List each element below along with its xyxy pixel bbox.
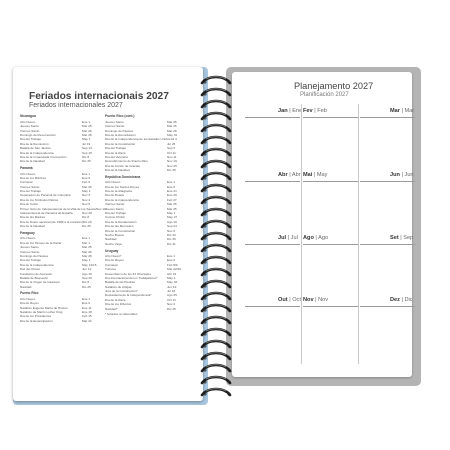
holiday-name: Día de Duarte <box>105 193 125 198</box>
holiday-name: Día de los Santos Reyes <box>105 184 140 189</box>
holiday-date: May 31 <box>167 132 178 137</box>
country-heading: Panamá <box>20 166 33 171</box>
month-separator: | <box>312 172 317 178</box>
planning-title: Planejamento 2027 <box>294 81 374 91</box>
month-label-out <box>278 297 301 303</box>
planning-subtitle: Planificación 2027 <box>300 92 349 98</box>
holiday-date: Mar 28 <box>167 128 177 133</box>
holiday-name: Noche Vieja <box>105 241 122 246</box>
holiday-name: Descubrimiento de Puerto Rico <box>105 159 148 164</box>
holiday-name: Año Nuevo <box>20 296 36 301</box>
holiday-date: Mar 22 <box>82 318 92 323</box>
month-es: Ene <box>292 108 303 114</box>
holiday-date: Dic 25 <box>82 224 91 229</box>
holiday-date: Mar 26 <box>82 249 92 254</box>
holiday-date: Dic 25 <box>167 306 176 311</box>
holiday-date: Ene 1 <box>167 253 176 258</box>
month-es: Oct <box>292 297 301 303</box>
holiday-date: Mar 26 <box>167 124 177 129</box>
holiday-date: Dic 25 <box>82 159 91 164</box>
holiday-name: Viernes Santo <box>105 202 125 207</box>
holiday-row <box>20 224 100 228</box>
holiday-date: Ene 6 <box>82 301 91 306</box>
holiday-date: Ene 6 <box>167 258 176 263</box>
column-divider <box>358 104 359 364</box>
holiday-date: Dic 31 <box>167 241 176 246</box>
holiday-date: Nov 3 <box>82 193 91 198</box>
holiday-name: Día de Duelo nacional (de 1989 a la Invasión) <box>20 219 83 224</box>
spiral-ring <box>202 233 231 240</box>
spiral-ring <box>202 77 231 84</box>
country-heading: República Dominicana <box>105 174 141 179</box>
holiday-date: Ene 21 <box>167 189 177 194</box>
month-pt: Fev <box>303 108 313 114</box>
spiral-ring <box>202 185 231 192</box>
country-heading: Nicarágua <box>20 114 36 119</box>
holiday-name: Domingo de Pascua <box>20 253 48 258</box>
holiday-name: Declaratoria de la Independencia* <box>105 293 152 298</box>
spiral-ring <box>202 377 231 384</box>
holiday-date: Dic 25 <box>167 237 176 242</box>
holiday-name: Jura de la Constitución* <box>105 289 138 294</box>
month-label-nov <box>303 297 328 303</box>
month-pt: Out <box>278 297 288 303</box>
month-label-fev <box>303 108 327 114</box>
spiral-ring <box>202 101 231 108</box>
month-underline <box>245 117 300 118</box>
month-separator: | <box>287 172 292 178</box>
holiday-name: Día de la Virgen de Caacupé <box>20 280 60 285</box>
holiday-date: Sep 29 <box>82 275 92 280</box>
holiday-name: Día de la Altagracia <box>105 189 132 194</box>
holiday-date: May 1 <box>167 211 176 216</box>
footnote: * feriados no laborables <box>105 312 138 317</box>
month-underline <box>245 244 300 245</box>
holiday-name: Año Nuevo <box>20 171 36 176</box>
holiday-date: Nov 11 <box>167 154 177 159</box>
holiday-name: Separación de Panamá de Colombia <box>20 193 71 198</box>
holiday-name: Día del Trabajo <box>105 146 126 151</box>
spiral-ring <box>202 293 231 300</box>
spiral-ring <box>202 317 231 324</box>
holiday-row <box>20 319 100 323</box>
holiday-date: Ene 1 <box>82 171 91 176</box>
spiral-ring <box>202 137 231 144</box>
holiday-date: Mar 26 <box>82 184 92 189</box>
spiral-ring <box>202 305 231 312</box>
holiday-name: Corpus Christi <box>105 215 125 220</box>
country-heading: Puerto Rico (cont.) <box>105 114 135 119</box>
holiday-date: May 1 <box>82 258 91 263</box>
holiday-name: Día del Trabajo <box>105 211 126 216</box>
holiday-name: Día de la Independencia <box>105 197 139 202</box>
holiday-date: May 14/15 <box>82 262 97 267</box>
holiday-date: Nov 5 <box>82 202 91 207</box>
holiday-name: Viernes Santo <box>20 128 40 133</box>
spiral-ring <box>202 149 231 156</box>
holiday-name: Día de las Mercedes <box>105 224 134 229</box>
holiday-name: Independencia de Panamá de España <box>20 211 73 216</box>
holiday-date: Ene 1 <box>167 180 176 185</box>
spiral-ring <box>202 197 231 204</box>
holidays-title: Feriados internacionais 2027 <box>29 91 169 102</box>
month-separator: | <box>399 172 405 178</box>
holiday-name: Natalicio Eugenio María de Hostos <box>20 305 68 310</box>
spiral-ring <box>202 161 231 168</box>
holiday-name: Batalla de Boquerón <box>20 275 49 280</box>
spiral-ring <box>202 353 231 360</box>
month-pt: Jun <box>390 172 400 178</box>
spiral-ring <box>202 89 231 96</box>
month-underline <box>303 306 358 307</box>
month-underline <box>360 244 415 245</box>
holiday-date: Ene 1 <box>82 236 91 241</box>
holiday-date: Jun 19 <box>167 284 177 289</box>
holiday-name: Natalicio de Martin Luther King <box>20 310 63 315</box>
holiday-name: Primer Grito de Independencia de la Villa de los Santos <box>20 206 96 211</box>
country-heading: Puerto Rico <box>20 291 39 296</box>
holiday-name: Jueves Santo <box>20 245 39 250</box>
holiday-date: Feb 15 <box>82 314 92 319</box>
holiday-date: Mar 1 <box>82 240 90 245</box>
holiday-date: Sep 24 <box>167 224 177 229</box>
holiday-date: Mar 25 <box>167 119 177 124</box>
holidays-column-right <box>105 112 185 316</box>
spiral-ring <box>202 341 231 348</box>
holidays-column-left <box>20 112 106 323</box>
holiday-name: Domingo de Pascua <box>105 128 133 133</box>
month-label-mai <box>303 172 327 178</box>
month-es: Mar <box>404 108 415 114</box>
holiday-date: May 18 <box>167 280 178 285</box>
holiday-date: Nov 2 <box>167 302 176 307</box>
holiday-name: Año Nuevo <box>20 236 36 241</box>
holiday-name: Día de la Constitución <box>105 228 136 233</box>
holiday-date: Mar 25 <box>82 124 92 129</box>
holiday-name: Paz del Chaco <box>20 267 41 272</box>
holiday-date: Nov 28 <box>82 211 92 216</box>
holiday-date: Dic 20 <box>82 219 92 224</box>
holiday-name: Fundación de Asunción <box>20 271 53 276</box>
holiday-name: Día del Trabajo <box>20 258 41 263</box>
holiday-row <box>105 307 185 311</box>
spiral-ring <box>202 173 231 180</box>
column-divider <box>301 104 302 364</box>
month-underline <box>360 117 415 118</box>
holiday-name: Día Internacional de los Trabajadores* <box>105 275 158 280</box>
holiday-name: Día de la Independencia de los Estados Unidos <box>105 137 171 142</box>
spiral-ring <box>202 245 231 252</box>
holiday-date: May 27 <box>167 215 178 220</box>
month-es: Dic <box>404 297 413 303</box>
holiday-name: Desembarco de los 33 Orientales <box>105 271 151 276</box>
month-separator: | <box>399 297 405 303</box>
holiday-name: Año Nuevo <box>20 119 36 124</box>
holiday-date: May 1 <box>167 275 176 280</box>
holiday-date: Sep 14 <box>82 146 92 151</box>
holiday-name: Día de la Independencia <box>20 262 54 267</box>
holiday-name: Día de Colón <box>20 202 39 207</box>
month-pt: Jul <box>278 235 287 241</box>
holiday-name: Viernes Santo <box>105 124 125 129</box>
month-label-jul <box>278 235 298 241</box>
holiday-name: Año Nuevo* <box>105 253 122 258</box>
holiday-date: Nov 6 <box>167 228 176 233</box>
holiday-name: Noche Buena <box>105 232 124 237</box>
month-pt: Mar <box>390 108 400 114</box>
country-heading: Uruguay <box>105 248 119 253</box>
spiral-ring <box>202 221 231 228</box>
holiday-name: Navidad* <box>105 306 118 311</box>
month-separator: | <box>313 235 319 241</box>
spiral-ring <box>202 329 231 336</box>
spiral-ring <box>202 281 231 288</box>
holiday-date: Mar 25 <box>167 206 177 211</box>
holiday-date: Jul 19 <box>82 141 91 146</box>
month-pt: Set <box>390 235 399 241</box>
holiday-row <box>20 285 100 289</box>
month-pt: Dez <box>390 297 400 303</box>
holiday-name: Día de la Raza <box>105 150 126 155</box>
month-underline <box>245 181 300 182</box>
holiday-date: Sep 15 <box>82 150 92 155</box>
month-es: Sep <box>403 235 414 241</box>
month-label-jun <box>390 172 414 178</box>
holiday-name: Día de la Navidad <box>105 168 130 173</box>
month-underline <box>360 181 415 182</box>
month-underline <box>360 306 415 307</box>
holiday-date: Jun 12 <box>82 267 92 272</box>
holiday-date: Ene 9 <box>82 175 91 180</box>
spiral-ring <box>202 113 231 120</box>
holiday-date: Mar 28 <box>82 253 92 258</box>
holiday-name: Jueves Santo <box>105 206 124 211</box>
holiday-row <box>105 168 185 172</box>
holiday-name: Carnaval <box>20 180 33 185</box>
month-label-ago <box>303 235 328 241</box>
holiday-name: Viernes Santo <box>20 184 40 189</box>
holiday-date: Jul 4 <box>170 137 177 142</box>
holiday-name: Día del Trabajo <box>20 189 41 194</box>
month-separator: | <box>398 235 404 241</box>
month-underline <box>303 181 358 182</box>
holiday-date: Dic 25 <box>167 168 176 173</box>
spiral-ring <box>202 257 231 264</box>
holiday-date: Ene 18 <box>82 310 92 315</box>
month-pt: Jan <box>278 108 288 114</box>
month-es: Nov <box>318 297 329 303</box>
holiday-name: Día de los Mártires <box>20 175 46 180</box>
holiday-name: Día del Veterano <box>105 154 129 159</box>
month-es: Jul <box>290 235 298 241</box>
holiday-date: Nov 25 <box>167 163 177 168</box>
holiday-name: Año Nuevo <box>105 180 121 185</box>
holiday-name: Día de la Recordación <box>105 132 136 137</box>
holiday-name: Día de la Revolución <box>20 141 49 146</box>
holiday-date: Abr 19 <box>167 271 177 276</box>
holiday-name: Día de la Navidad <box>20 224 45 229</box>
holiday-date: Jul 18 <box>167 289 176 294</box>
holiday-name: Carnaval <box>105 262 118 267</box>
holiday-date: Feb 9 <box>82 180 90 185</box>
holiday-name: Día de los Héroes de la Patria <box>20 240 62 245</box>
spiral-ring <box>202 209 231 216</box>
holiday-name: Batalla de las Piedras <box>105 280 135 285</box>
country-heading: Paraguay <box>20 230 35 235</box>
holiday-name: Domingo de Resurrección <box>20 132 56 137</box>
month-separator: | <box>313 297 319 303</box>
month-underline <box>245 306 300 307</box>
month-underline <box>303 244 358 245</box>
month-es: Abr <box>291 172 301 178</box>
month-separator: | <box>399 108 405 114</box>
holiday-date: Dic 8 <box>82 154 90 159</box>
month-es: May <box>316 172 328 178</box>
holiday-name: Día de la Independencia <box>20 150 54 155</box>
holiday-name: Día de Reyes <box>20 301 39 306</box>
spiral-binding <box>196 73 236 403</box>
holiday-row <box>20 159 100 163</box>
spiral-ring <box>202 389 231 396</box>
month-label-abr <box>278 172 301 178</box>
holiday-date: Nov 4 <box>82 197 91 202</box>
holidays-subtitle: Feriados internacionales 2027 <box>29 102 123 109</box>
month-pt: Ago <box>303 235 314 241</box>
holiday-date: Ago 16 <box>167 219 177 224</box>
holiday-name: Día del Trabajo <box>20 137 41 142</box>
holiday-date: Mar 28 <box>82 132 92 137</box>
month-pt: Mai <box>303 172 313 178</box>
spiral-ring <box>202 125 231 132</box>
month-pt: Nov <box>303 297 314 303</box>
holiday-name: Día de los Símbolos Patrios <box>20 197 59 202</box>
holiday-row <box>105 242 185 246</box>
holiday-date: Mar 26 <box>82 128 92 133</box>
holiday-date: Ene 6 <box>167 184 176 189</box>
spiral-ring <box>202 365 231 372</box>
holiday-name: Jueves Santo <box>105 119 124 124</box>
holiday-date: Jul 25 <box>167 141 176 146</box>
holiday-name: Navidad <box>105 237 117 242</box>
holiday-date: Ago 15 <box>82 271 92 276</box>
month-label-set <box>390 235 413 241</box>
holiday-date: Mar 26 <box>167 202 177 207</box>
holiday-name: Natalicio de Artigas <box>105 284 132 289</box>
holiday-name: Jueves Santo <box>20 124 39 129</box>
month-separator: | <box>286 235 291 241</box>
holiday-date: Dic 24 <box>167 232 176 237</box>
holiday-date: Mar 25 <box>82 245 92 250</box>
month-separator: | <box>287 297 293 303</box>
holiday-date: May 1 <box>82 189 91 194</box>
holiday-date: Oct 11 <box>167 297 176 302</box>
holiday-name: Día de la Inmaculada Concepción <box>20 154 67 159</box>
month-es: Jun <box>404 172 414 178</box>
holiday-date: Ago 25 <box>167 293 177 298</box>
holiday-name: Día de Acción de Gracias <box>105 163 140 168</box>
month-label-jan <box>278 108 302 114</box>
holiday-name: Día de los Presidentes <box>20 314 52 319</box>
holiday-name: Viernes Santo <box>20 249 40 254</box>
spiral-ring <box>202 269 231 276</box>
holiday-name: Navidad <box>20 284 32 289</box>
month-pt: Abr <box>278 172 288 178</box>
month-label-dez <box>390 297 413 303</box>
holiday-date: Oct 11 <box>167 150 176 155</box>
holiday-date: Dic 8 <box>82 280 90 285</box>
holiday-date: Ene 1 <box>82 119 91 124</box>
holiday-name: Día de la Navidad <box>20 159 45 164</box>
month-es: Feb <box>317 108 327 114</box>
month-separator: | <box>287 108 293 114</box>
holiday-date: Feb 8/9 <box>167 262 178 267</box>
holiday-date: May 1 <box>82 137 91 142</box>
holiday-name: Día de la Raza <box>105 297 126 302</box>
holiday-date: Ene 1 <box>82 296 91 301</box>
holiday-name: Día de las Madres <box>20 215 46 220</box>
month-underline <box>303 117 358 118</box>
holiday-name: Turismo <box>105 267 117 272</box>
holiday-name: Día de la Restauración <box>105 219 137 224</box>
holiday-date: Ene 26 <box>167 193 177 198</box>
holiday-name: Día de los Difuntos <box>105 302 132 307</box>
holiday-name: Día de la Emancipación <box>20 318 53 323</box>
holiday-date: Sep 6 <box>167 146 176 151</box>
holiday-date: Dic 8 <box>82 215 90 220</box>
month-es: Ago <box>318 235 329 241</box>
holiday-date: Nov 19 <box>167 159 177 164</box>
holiday-date: Mar 22/26 <box>167 267 181 272</box>
holiday-date: Dic 25 <box>82 284 91 289</box>
holiday-date: Feb 27 <box>167 197 177 202</box>
month-label-mar <box>390 108 414 114</box>
holiday-date: Ene 11 <box>82 305 92 310</box>
holiday-name: Día de la Constitución <box>105 141 136 146</box>
holiday-date: Nov 10 <box>95 206 106 211</box>
holiday-name: Día de Reyes <box>105 258 124 263</box>
month-separator: | <box>312 108 318 114</box>
holiday-name: Batalla de San Jacinto <box>20 146 51 151</box>
